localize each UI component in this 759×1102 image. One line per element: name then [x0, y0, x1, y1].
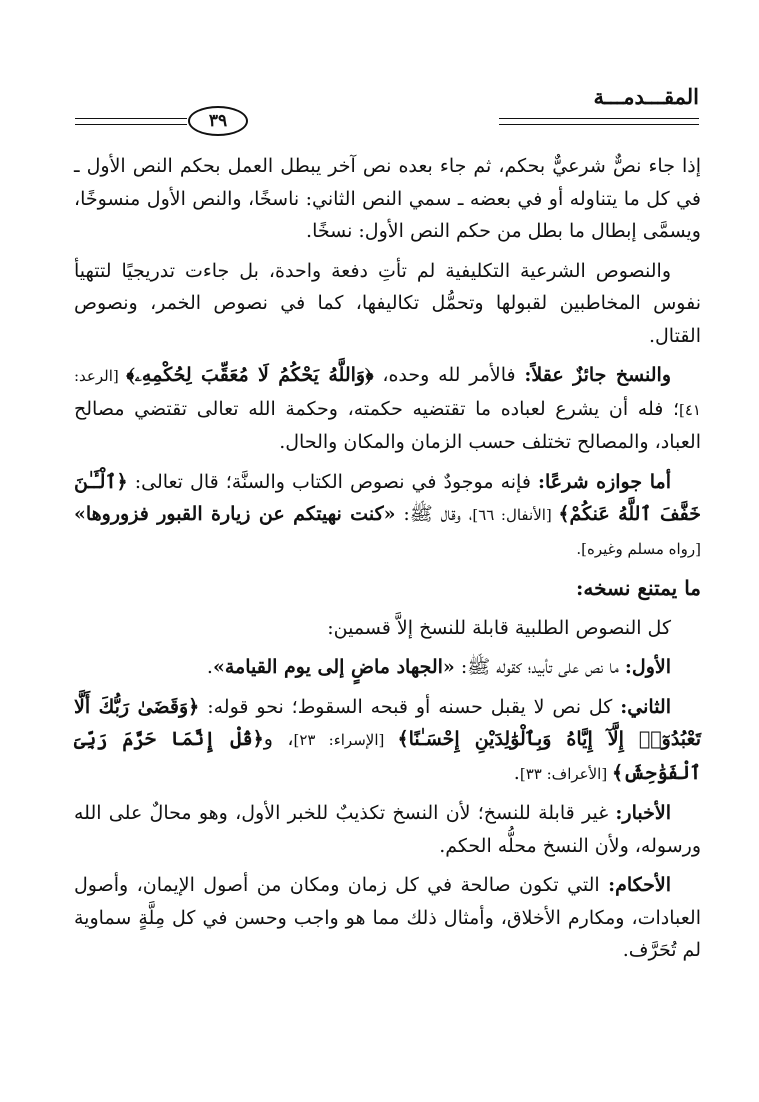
paragraph-rational-permissibility	[74, 359, 701, 459]
paragraph-reports	[74, 797, 701, 862]
text-run: ؛ فله أن يشرع لعباده ما تقتضيه حكمته، وحكمة الله تعالى تقتضي مصالح العباد، والمصالح تختلف حسب الزمان والمكان والحال.	[74, 397, 701, 453]
text-run: كل نص لا يقبل حسنه أو قبحه السقوط؛ نحو قوله:	[199, 695, 621, 718]
paragraph-definition: إذا جاء نصٌّ شرعيٌّ بحكم، ثم جاء بعده نص آخر يبطل العمل بحكم النص الأول ـ في كل ما يتناوله أو في بعضه ـ سمي النص الثاني: ناسخًا، والنص الأول منسوخًا، ويسمَّى إبطال ما بطل من حكم النص الأول: نسخًا.	[74, 155, 701, 242]
header-rule	[75, 118, 187, 119]
header-rule	[75, 124, 187, 125]
hadith-quote: «الجهاد ماضٍ إلى يوم القيامة»	[212, 656, 455, 678]
lead-term: الأول:	[624, 656, 671, 678]
citation: [الإسراء: ٢٣]	[293, 731, 398, 749]
header-rule	[499, 124, 699, 125]
lead-term: الثاني:	[620, 695, 671, 718]
lead-term: أما جوازه شرعًا:	[537, 470, 671, 493]
lead-term: الأخبار:	[615, 802, 671, 824]
citation: [الأنفال: ٦٦]	[472, 506, 559, 524]
text-run: .	[513, 761, 520, 784]
quran-verse: ﴿ٱلْـَٔـٰنَ خَفَّفَ ٱللَّهُ عَنكُمْ﴾	[74, 470, 701, 525]
quran-verse: ﴿وَاللَّهُ يَحْكُمُ لَا مُعَقِّبَ لِحُكْمِهِۦ﴾	[126, 364, 374, 386]
text-run: .	[206, 656, 213, 678]
hadith-quote: «كنت نهيتكم عن زيارة القبور فزوروها»	[74, 503, 396, 525]
citation: [الأعراف: ٣٣]	[519, 764, 612, 783]
header-rule	[499, 118, 699, 119]
page-number: ٣٩	[188, 106, 248, 136]
text-run: التي تكون صالحة في كل زمان ومكان من أصول الإيمان، وأصول العبادات، ومكارم الأخلاق، وأمثال ذلك مما هو واجب وحسن في كل مِلَّةٍ سماوية لم تُحَرَّف.	[74, 874, 701, 961]
text-run: ، و	[263, 728, 294, 750]
quran-verse: ﴿وَقَضَىٰ رَبُّكَ أَلَّا تَعْبُدُوٓا۟ إِلَّآ إِيَّاهُ وَبِٱلْوَٰلِدَيْنِ إِحْسَـٰنًا﴾	[74, 695, 701, 750]
paragraph-legal-permissibility	[74, 466, 701, 566]
text-run: فإنه موجودٌ في نصوص الكتاب والسنَّة؛ قال تعالى:	[127, 470, 538, 493]
text-run: فالأمر لله وحده،	[373, 364, 525, 386]
lead-term: الأحكام:	[608, 874, 671, 896]
page-body	[74, 150, 701, 974]
text-run: ، وقال ﷺ:	[395, 503, 473, 525]
paragraph-first-category	[74, 651, 701, 684]
paragraph-two-categories: كل النصوص الطلبية قابلة للنسخ إلاَّ قسمين:	[327, 616, 671, 639]
paragraph-gradual: والنصوص الشرعية التكليفية لم تأتِ دفعة واحدة، بل جاءت تدريجيًا لتتهيأ نفوس المخاطبين لقبولها وتحمُّل تكاليفها، كما في نصوص الخمر، ونصوص القتال.	[74, 259, 701, 347]
running-header-title: المقـــدمـــة	[593, 84, 699, 109]
paragraph-second-category	[74, 691, 701, 791]
citation: [الرعد: ٤١]	[74, 367, 701, 419]
text-run: غير قابلة للنسخ؛ لأن النسخ تكذيبٌ للخبر الأول، وهو محالٌ على الله ورسوله، ولأن النسخ محلُّه الحكم.	[74, 802, 701, 857]
quran-verse: ﴿قُلْ إِنَّمَا حَرَّمَ رَبِّىَ ٱلْفَوَٰحِشَ﴾	[74, 728, 701, 784]
section-heading: ما يمتنع نسخه:	[576, 576, 701, 600]
citation: [رواه مسلم وغيره].	[576, 539, 701, 558]
lead-term: والنسخ جائزٌ عقلاً:	[524, 364, 672, 386]
text-run: ما نص على تأبيد؛ كقوله ﷺ:	[454, 656, 625, 678]
paragraph-rulings	[74, 869, 701, 967]
